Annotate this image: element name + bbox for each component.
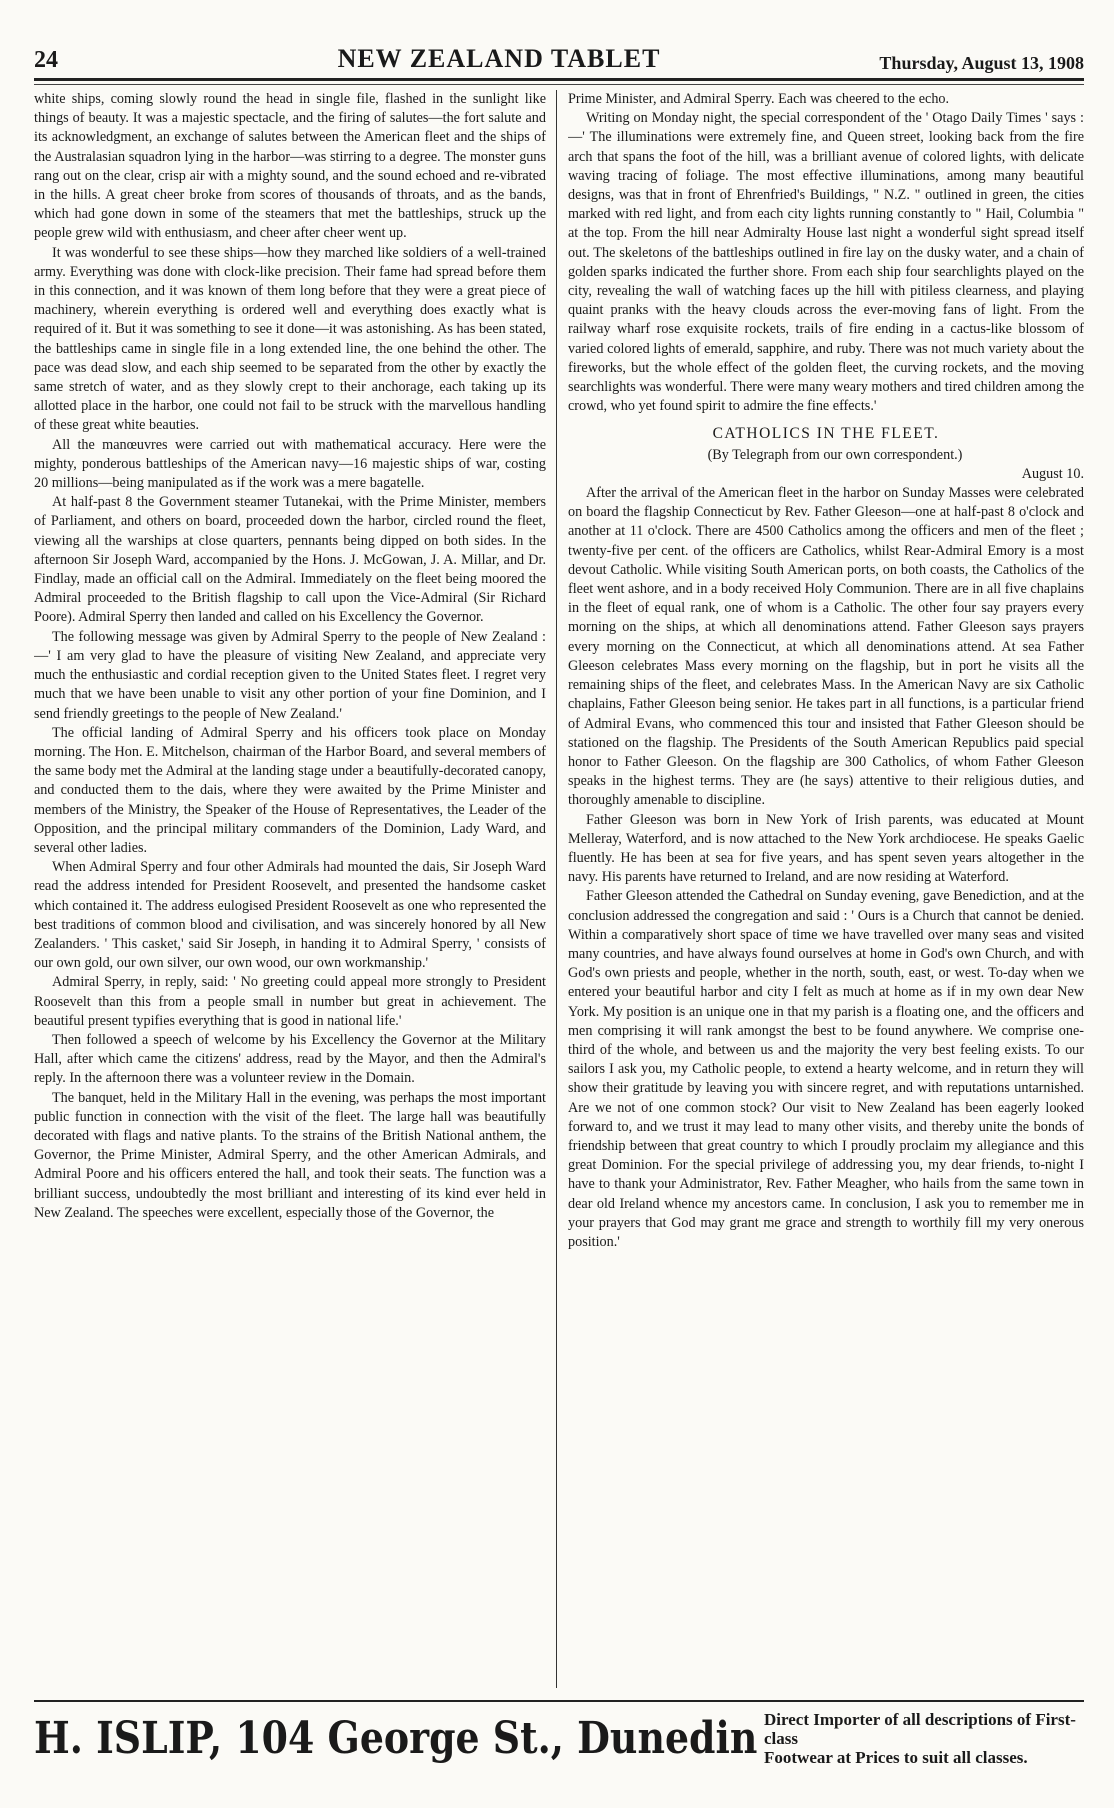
issue-date: Thursday, August 13, 1908 bbox=[879, 53, 1084, 73]
column-divider bbox=[556, 90, 557, 1688]
page-header bbox=[34, 40, 1084, 74]
article-paragraph: Father Gleeson was born in New York of Irish parents, was educated at Mount Melleray, Waterford, and is now attached to the New York archdiocese. He speaks Gaelic fluently. He has been at sea for five years, and has spent seven years altogether in the navy. His parents have returned to Ireland, and are now residing at Waterford. bbox=[568, 811, 1084, 886]
article-paragraph: When Admiral Sperry and four other Admirals had mounted the dais, Sir Joseph Ward read the address intended for President Roosevelt, and presented the handsome casket which contained it. The address eulogised President Roosevelt as one who represented the best traditions of common blood and civilisation, and was sincerely honored by all New Zealanders. ' This casket,' said Sir Joseph, in handing it to Admiral Sperry, ' consists of our own gold, our own silver, our own wood, our own workmanship.' bbox=[34, 859, 546, 972]
advert-tagline bbox=[764, 1710, 1084, 1767]
article-paragraph: Prime Minister, and Admiral Sperry. Each was cheered to the echo. bbox=[568, 91, 950, 107]
article-paragraph: Father Gleeson attended the Cathedral on Sunday evening, gave Benediction, and at the conclusion addressed the congregation and said : ' Ours is a Church that cannot be denied. Within a comparatively short space of time we have travelled over many seas and visited many countries, and have always found ourselves at home in God's own Church, and with God's own priests and people, whether in the north, south, east, or west. To-day when we entered your beautiful harbor and city I felt as much at home as if in my own dear New York. My position is an unique one in that my parish is a floating one, and the officers and men comprising it will rank amongst the best to be found anywhere. We comprise one-third of the whole, and between us and the majority the very best feeling exists. To our sailors I ask you, my Catholic people, to extend a hearty welcome, and in return they will show their gratitude by leaving you with sincere regret, and with reputations untarnished. Are we not of one common stock? Our visit to New Zealand has been eagerly looked forward to, and we trust it may lead to many other visits, and thereby unite the bonds of friendship between that great country to which I proudly proclaim my allegiance and this great Dominion. For the special privilege of addressing you, my dear friends, to-night I have to thank your Administrator, Rev. Father Meagher, who hails from the same town in dear old Ireland whence my ancestors came. In conclusion, I ask you to remember me in your prayers that God may grant me grace and strength to worthily fill my very onerous position.' bbox=[568, 888, 1084, 1250]
footer-rule bbox=[34, 1700, 1084, 1702]
advert-tagline-line: Footwear at Prices to suit all classes. bbox=[764, 1747, 1028, 1767]
article-paragraph: The banquet, held in the Military Hall in the evening, was perhaps the most important public function in connection with the visit of the fleet. The large hall was beautifully decorated with flags and native plants. To the strains of the British National anthem, the Governor, the Prime Minister, Admiral Sperry, and the other American Admirals, and Admiral Poore and his officers entered the hall, and took their seats. The function was a brilliant success, undoubtedly the most brilliant and interesting of its kind ever held in New Zealand. The speeches were excellent, especially those of the Governor, the bbox=[34, 1089, 546, 1221]
masthead-title: NEW ZEALAND TABLET bbox=[337, 44, 661, 73]
article-paragraph: The official landing of Admiral Sperry and his officers took place on Monday morning. The Hon. E. Mitchelson, chairman of the Harbor Board, and several members of the same body met the Admiral at the landing stage under a beautifully-decorated canopy, and conducted them to the dais, where they were awaited by the Prime Minister and members of the Ministry, the Speaker of the House of Representatives, the Leader of the Opposition, and the principal military commanders of the Dominion, Lady Ward, and several other ladies. bbox=[34, 724, 546, 856]
article-paragraph: Then followed a speech of welcome by his Excellency the Governor at the Military Hall, after which came the citizens' address, read by the Mayor, and then the Admiral's reply. In the afternoon there was a volunteer review in the Domain. bbox=[34, 1031, 546, 1087]
article-paragraph: After the arrival of the American fleet in the harbor on Sunday Masses were celebrated on board the flagship Connecticut by Rev. Father Gleeson—one at half-past 8 o'clock and another at 11 o'clock. There are 4500 Catholics among the officers and men of the fleet ; twenty-five per cent. of the officers are Catholics, whilst Rear-Admiral Emory is a most devout Catholic. While visiting South American ports, on both coasts, the Catholics of the fleet went ashore, and in a body received Holy Communion. There are in all five chaplains in the fleet of equal rank, one of whom is a Catholic. The other four say prayers every morning on the ships, at which all denominations attend. Father Gleeson says prayers every morning on the Connecticut, at which all denominations attend. At sea Father Gleeson celebrates Mass every morning on the flagship, but in port he visits all the remaining ships of the fleet, and celebrates Mass. In the American Navy are six Catholic chaplains, Father Gleeson being senior. He takes part in all functions, is a particular friend of Admiral Evans, who commenced this tour and insisted that Father Gleeson should be stationed on the flagship. The Presidents of the South American Republics paid special honor to Father Gleeson. On the flagship are 300 Catholics, of whom Father Gleeson speaks in the highest terms. They are (he says) attentive to their religious duties, and thoroughly amenable to discipline. bbox=[568, 485, 1084, 809]
dateline: August 10. bbox=[1021, 465, 1084, 482]
article-paragraph: white ships, coming slowly round the head in single file, flashed in the sunlight like things of beauty. It was a majestic spectacle, and the firing of salutes—the fort salute and its acknowledgment, an exchange of salutes between the American fleet and the ships of the Australasian squadron lying in the harbor—was stirring to a degree. The monster guns rang out on the clear, crisp air with a mighty sound, and the sound echoed and re-vibrated in the hills. A great cheer broke from scores of thousands of throats, and as the bands, which had gone down in some of the steamers that met the battleships, struck up the people grew wild with enthusiasm, and cheer after cheer went up. bbox=[34, 91, 546, 242]
page-number: 24 bbox=[34, 47, 58, 73]
right-column bbox=[568, 90, 1084, 1690]
article-paragraph: At half-past 8 the Government steamer Tutanekai, with the Prime Minister, members of Parliament, and others on board, proceeded down the harbor, circled round the fleet, viewing all the warships at close quarters, pennants being dipped on both sides. In the afternoon Sir Joseph Ward, accompanied by the Hons. J. McGowan, J. A. Millar, and Dr. Findlay, made an official call on the Admiral. Immediately on the fleet being moored the Admiral proceeded to the British flagship to call upon the Vice-Admiral (Sir Richard Poore). Admiral Sperry then landed and called on his Excellency the Governor. bbox=[34, 494, 546, 626]
advert-tagline-line: Direct Importer of all descriptions of First-class bbox=[764, 1709, 1076, 1748]
section-heading: CATHOLICS IN THE FLEET. bbox=[712, 425, 940, 443]
article-paragraph: The following message was given by Admiral Sperry to the people of New Zealand :—' I am very glad to have the pleasure of visiting New Zealand, and appreciate very much the enthusiastic and cordial reception given to the United States fleet. I regret very much that we have been unable to visit any other portion of your fine Dominion, and I send friendly greetings to the people of New Zealand.' bbox=[34, 628, 546, 722]
advert-business-name: H. ISLIP, 104 George St., Dunedin bbox=[34, 1712, 758, 1764]
left-column bbox=[34, 90, 546, 1690]
article-paragraph: It was wonderful to see these ships—how they marched like soldiers of a well-trained army. Everything was done with clock-like precision. Their fame had spread before them in this connection, and it was known of them long before that they were a great piece of machinery, wherein everything is ordered well and everything does exactly what is required of it. But it was something to see it done—it was astonishing. As has been stated, the battleships came in single file in a long extended line, the one behind the other. The pace was dead slow, and each ship seemed to be separated from the other by exactly the same stretch of water, and as they slowly crept to their anchorage, each taking up its allotted place in the harbor, one could not fail to be struck with the marvellous handling of these great white beauties. bbox=[34, 244, 546, 434]
article-paragraph: All the manœuvres were carried out with mathematical accuracy. Here were the mighty, ponderous battleships of the American navy—16 majestic ships of war, costing 20 millions—being manipulated as if the work was a mere bagatelle. bbox=[34, 436, 546, 492]
header-rule bbox=[34, 78, 1084, 81]
header-rule-thin bbox=[34, 84, 1084, 85]
byline: (By Telegraph from our own correspondent.) bbox=[707, 446, 963, 463]
advertisement-footer bbox=[34, 1708, 1084, 1768]
article-paragraph: Admiral Sperry, in reply, said: ' No greeting could appeal more strongly to President Roosevelt than this from a people small in number but great in achievement. The beautiful present typifies everything that is good in national life.' bbox=[34, 974, 546, 1029]
article-paragraph: Writing on Monday night, the special correspondent of the ' Otago Daily Times ' says :—' The illuminations were extremely fine, and Queen street, looking back from the fire arch that spans the foot of the hill, was a brilliant avenue of colored lights, with delicate waving tracing of foliage. The most effective illuminations, among many beautiful designs, was that in front of Ehrenfried's Buildings, " N.Z. " outlined in green, the cities marked with red light, and from each city lights running constantly to " Hail, Columbia " at the top. From the hill near Admiralty House last night a wonderful sight spread itself out. The skeletons of the battleships outlined in fire lay on the dusky water, and a chain of golden sparks indicated the further shore. From each ship four searchlights played on the city, revealing the wall of watching faces up the hill with pitiless clearness, and playing quaint pranks with the heavy clouds across the ever-moving fans of light. From the railway wharf rose exquisite rockets, trails of fire ending in a cactus-like blossom of varied colored lights of emerald, sapphire, and ruby. There was not much variety about the fireworks, but the whole effect of the golden fleet, the curving rockets, and the moving searchlights was wonderful. There were many weary mothers and tired children among the crowd, who yet found spirit to admire the fine effects.' bbox=[568, 110, 1084, 415]
